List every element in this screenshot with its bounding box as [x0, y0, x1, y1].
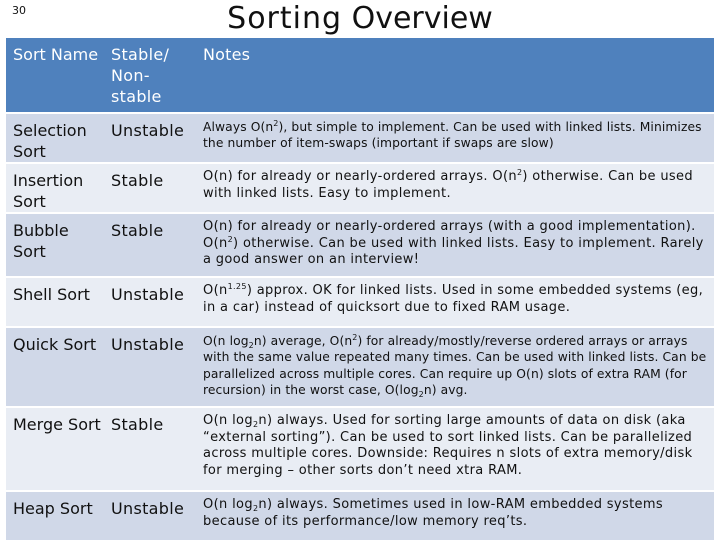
- notes-text: ) for already/mostly/reverse ordered arrays or arrays with the same value repeated many times. Can be used with linked lists. Can be parallelized across multiple cores. Can require up O(n) slots of extra RAM (for recursion) in the worst case, O(log: [203, 334, 707, 397]
- notes-cell: [197, 328, 714, 408]
- stability-cell: Stable: [103, 214, 197, 278]
- notes-text: O(n) for already or nearly-ordered arrays. O(n: [203, 169, 517, 184]
- table-row: [6, 278, 714, 328]
- stability-cell: Unstable: [103, 328, 197, 408]
- notes-text: O(n) for already or nearly-ordered arrays (with a good implementation). O(n: [203, 219, 696, 251]
- title-word-overview: Overview: [342, 1, 493, 36]
- notes-superscript: 2: [352, 333, 358, 342]
- table-row: [6, 114, 714, 164]
- table-row: [6, 328, 714, 408]
- notes-subscript: 2: [252, 420, 259, 429]
- notes-text: O(n log: [203, 497, 253, 512]
- header-stability: Stable/ Non-stable: [103, 38, 197, 114]
- notes-cell: [197, 492, 714, 542]
- sort-name-cell: Bubble Sort: [6, 214, 103, 278]
- stability-cell: Unstable: [103, 278, 197, 328]
- notes-text: ) otherwise. Can be used with linked lists. Easy to implement.: [203, 169, 693, 201]
- notes-superscript: 2: [273, 119, 279, 128]
- table-row: [6, 492, 714, 542]
- sort-name-cell: Shell Sort: [6, 278, 103, 328]
- header-notes: Notes: [197, 38, 714, 114]
- notes-text: ) otherwise. Can be used with linked lists. Easy to implement. Rarely a good answer on an interview!: [203, 235, 704, 267]
- notes-superscript: 2: [227, 234, 234, 244]
- table-row: [6, 408, 714, 492]
- sort-name-cell: Merge Sort: [6, 408, 103, 492]
- slide-number: 30: [12, 4, 26, 17]
- sort-name-cell: Selection Sort: [6, 114, 103, 164]
- sort-name-cell: Quick Sort: [6, 328, 103, 408]
- table-row: [6, 214, 714, 278]
- table-header-row: [6, 38, 714, 114]
- header-sort-name: Sort Name: [6, 38, 103, 114]
- title-word-sorting: Sorting: [227, 1, 343, 36]
- notes-cell: [197, 114, 714, 164]
- stability-cell: Stable: [103, 408, 197, 492]
- notes-superscript: 2: [516, 168, 523, 177]
- notes-text: ), but simple to implement. Can be used with linked lists. Minimizes the number of item-swaps (important if swaps are slow): [203, 120, 702, 151]
- notes-text: n) always. Used for sorting large amounts of data on disk (aka “external sorting”). Can be used to sort linked lists. Can be parallelized across multiple cores. Downside: Requires n slots of extra memory/disk for merging – other sorts don’t need xtra RAM.: [203, 413, 693, 478]
- notes-text: Always O(n: [203, 120, 274, 134]
- notes-cell: [197, 408, 714, 492]
- notes-subscript: 2: [248, 341, 254, 350]
- notes-text: n) avg.: [423, 382, 468, 397]
- notes-text: O(n log: [203, 413, 253, 428]
- sort-name-cell: Heap Sort: [6, 492, 103, 542]
- notes-text: O(n: [203, 283, 228, 298]
- stability-cell: Unstable: [103, 114, 197, 164]
- notes-subscript: 2: [252, 504, 259, 513]
- notes-text: ) approx. OK for linked lists. Used in some embedded systems (eg, in a car) instead of quicksort due to fixed RAM usage.: [203, 283, 704, 315]
- stability-cell: Stable: [103, 164, 197, 214]
- notes-subscript: 2: [418, 389, 424, 399]
- notes-cell: [197, 278, 714, 328]
- table-row: [6, 164, 714, 214]
- sorting-table: [6, 38, 714, 542]
- stability-cell: Unstable: [103, 492, 197, 542]
- notes-cell: [197, 214, 714, 278]
- notes-text: O(n log: [203, 334, 249, 348]
- sort-name-cell: Insertion Sort: [6, 164, 103, 214]
- notes-text: n) always. Sometimes used in low-RAM embedded systems because of its performance/low memory req’ts.: [203, 497, 664, 529]
- notes-cell: [197, 164, 714, 214]
- page-title: [0, 0, 720, 38]
- notes-superscript: 1.25: [227, 282, 247, 291]
- notes-text: n) average, O(n: [253, 334, 353, 348]
